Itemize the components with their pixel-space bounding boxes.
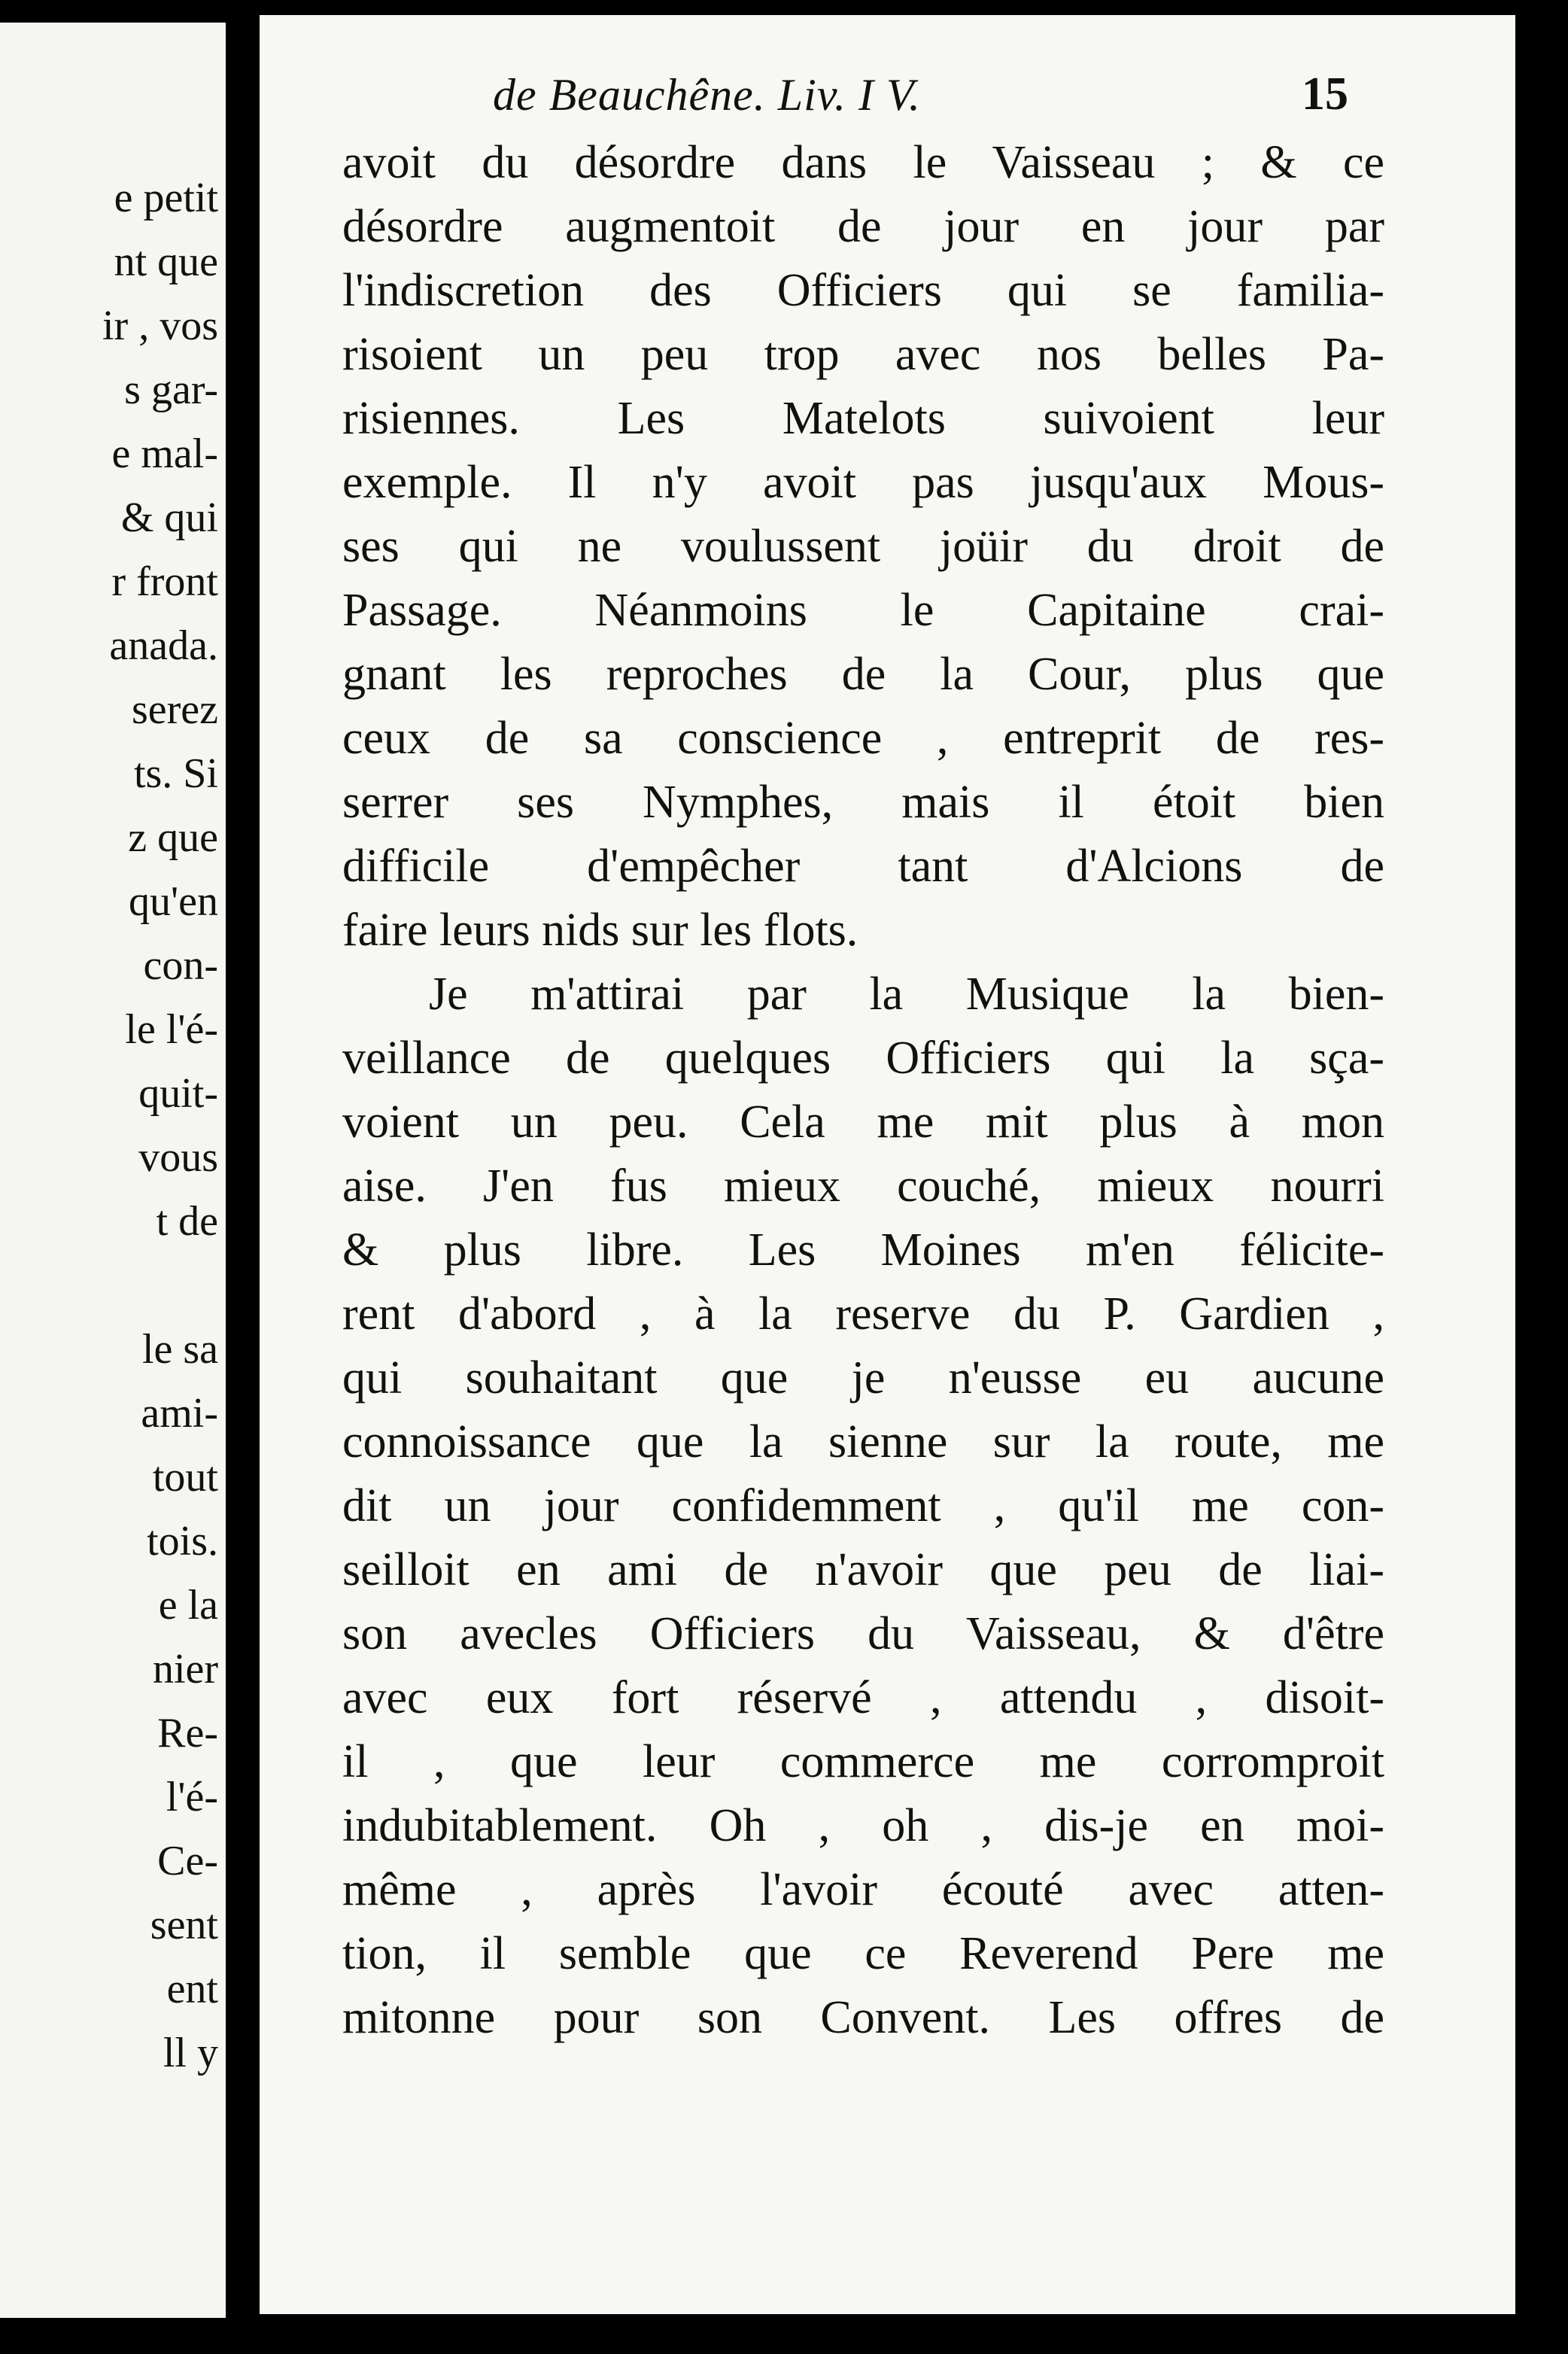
text-line: ceux de sa conscience , entreprit de res- [342,713,1384,764]
left-line: e la [158,1582,218,1629]
left-line: qu'en [129,878,218,925]
left-line: tout [152,1454,218,1501]
text-line: risiennes. Les Matelots suivoient leur [342,393,1384,444]
left-page-fragment [0,23,226,2318]
text-line: difficile d'empêcher tant d'Alcions de [342,841,1384,892]
right-dark-edge [1515,0,1568,2354]
left-line: le sa [141,1326,218,1373]
right-page [260,15,1516,2314]
left-line: nt que [114,239,218,285]
left-line: nier [152,1646,218,1693]
text-line: tion, il semble que ce Reverend Pere me [342,1928,1384,1979]
left-line: anada. [109,622,218,669]
left-line: serez [131,686,218,733]
left-line: ts. Si [133,750,218,797]
text-line: mitonne pour son Convent. Les offres de [342,1992,1384,2043]
text-line: voient un peu. Cela me mit plus à mon [342,1096,1384,1148]
text-line: indubitablement. Oh , oh , dis-je en moi- [342,1800,1384,1851]
left-line: l'é- [166,1774,218,1820]
left-line: sent [150,1902,218,1948]
text-line: exemple. Il n'y avoit pas jusqu'aux Mous- [342,457,1384,508]
left-line: ll y [163,2030,218,2076]
left-line: & qui [120,494,218,541]
text-line: dit un jour confidemment , qu'il me con- [342,1480,1384,1531]
left-line: ir , vos [102,303,218,349]
text-line: & plus libre. Les Moines m'en félicite- [342,1224,1384,1276]
left-line: vous [138,1134,218,1181]
text-line: avoit du désordre dans le Vaisseau ; & ce [342,137,1384,188]
text-line: son avecles Officiers du Vaisseau, & d'être [342,1608,1384,1659]
book-gutter [226,0,260,2354]
page-number: 15 [1302,68,1348,120]
left-line: Ce- [157,1838,218,1884]
text-line: rent d'abord , à la reserve du P. Gardien , [342,1288,1384,1340]
text-line: aise. J'en fus mieux couché, mieux nourri [342,1160,1384,1212]
left-line: con- [143,942,218,989]
text-line: faire leurs nids sur les flots. [342,905,858,956]
text-line: il , que leur commerce me corromproit [342,1736,1384,1787]
text-line: qui souhaitant que je n'eusse eu aucune [342,1352,1384,1404]
text-line: Passage. Néanmoins le Capitaine crai- [342,585,1384,636]
text-line: gnant les reproches de la Cour, plus que [342,649,1384,700]
left-line: z que [128,814,218,861]
text-line: avec eux fort réservé , attendu , disoit- [342,1672,1384,1723]
text-line: même , après l'avoir écouté avec atten- [342,1864,1384,1915]
text-line: seilloit en ami de n'avoir que peu de liai- [342,1544,1384,1595]
text-line: risoient un peu trop avec nos belles Pa- [342,329,1384,380]
left-line: tois. [147,1518,218,1565]
left-line: ent [166,1966,218,2012]
left-line: quit- [138,1070,218,1117]
left-line: r front [111,558,218,605]
text-line: désordre augmentoit de jour en jour par [342,201,1384,252]
left-line: Re- [157,1710,218,1756]
left-line: s gar- [124,366,218,413]
text-line: veillance de quelques Officiers qui la sça- [342,1033,1384,1084]
text-line: connoissance que la sienne sur la route, me [342,1416,1384,1467]
text-line: Je m'attirai par la Musique la bien- [429,969,1384,1020]
left-line: le l'é- [125,1006,218,1053]
text-line: serrer ses Nymphes, mais il étoit bien [342,777,1384,828]
running-head: de Beauchêne. Liv. I V. [493,70,921,120]
left-line: t de [156,1198,218,1245]
left-line: ami- [141,1390,218,1437]
left-line: e petit [114,175,218,221]
left-line: e mal- [111,430,218,477]
text-line: ses qui ne voulussent joüir du droit de [342,521,1384,572]
text-line: l'indiscretion des Officiers qui se familia- [342,265,1384,316]
